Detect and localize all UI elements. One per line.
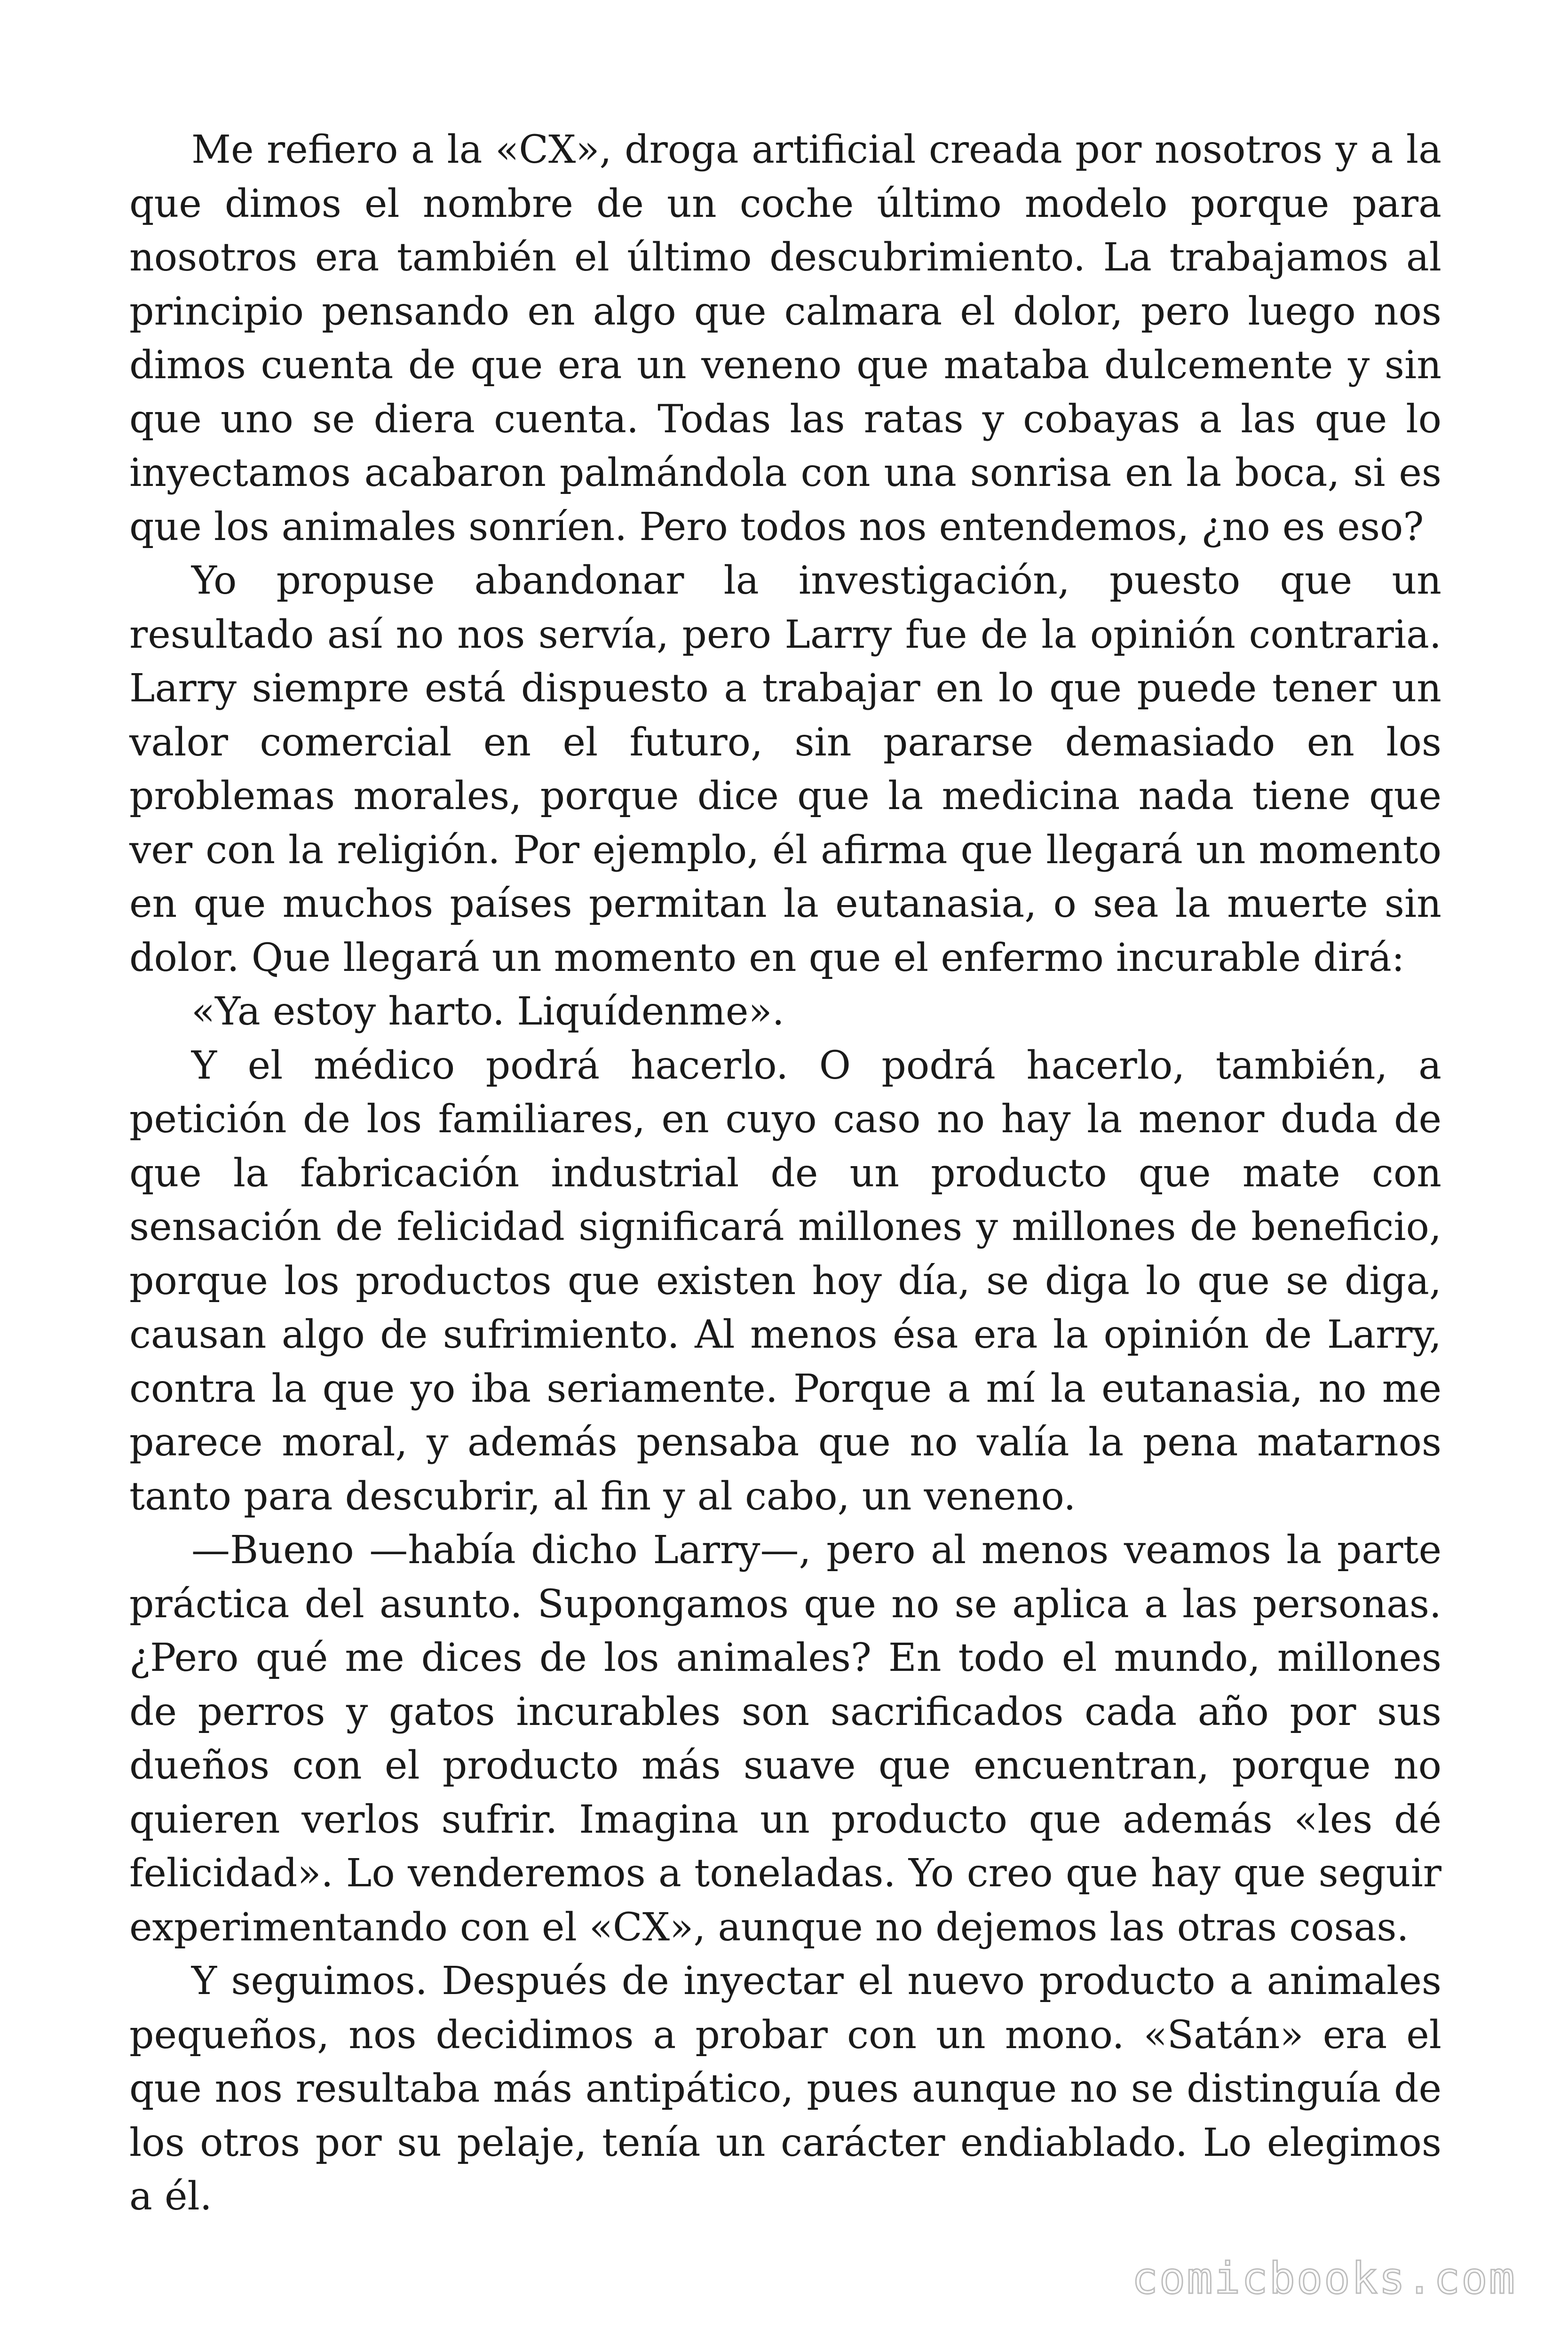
paragraph: Me refiero a la «CX», droga artificial creada por nosotros y a la que dimos el nombre de un coche último modelo porque para nosotros era también el último descubrimiento. La trabajamos al principio pensando en algo que calmara el dolor, pero luego nos dimos cuenta de que era un veneno que mataba dulcemente y sin que uno se diera cuenta. Todas las ratas y cobayas a las que lo inyectamos acabaron palmándola con una sonrisa en la boca, si es que los animales sonríen. Pero todos nos entendemos, ¿no es eso? <box>129 127 1441 549</box>
paragraph: Y seguimos. Después de inyectar el nuevo producto a animales pequeños, nos decidimos a probar con un mono. «Satán» era el que nos resultaba más antipático, pues aunque no se distinguía de los otros por su pelaje, tenía un carácter endiablado. Lo elegimos a él. <box>129 1959 1441 2219</box>
watermark: comicbooks.com <box>1132 2253 1516 2304</box>
book-page-text <box>129 123 1441 2224</box>
paragraph: —Bueno —había dicho Larry—, pero al menos veamos la parte práctica del asunto. Supongamos que no se aplica a las personas. ¿Pero qué me dices de los animales? En todo el mundo, millones de perros y gatos incurables son sacrificados cada año por sus dueños con el producto más suave que encuentran, porque no quieren verlos sufrir. Imagina un producto que además «les dé felicidad». Lo venderemos a toneladas. Yo creo que hay que seguir experimentando con el «CX», aunque no dejemos las otras cosas. <box>129 1528 1441 1950</box>
paragraph: «Ya estoy harto. Liquídenme». <box>191 989 784 1034</box>
paragraph: Y el médico podrá hacerlo. O podrá hacerlo, también, a petición de los familiares, en cuyo caso no hay la menor duda de que la fabricación industrial de un producto que mate con sensación de felicidad significará millones y millones de beneficio, porque los productos que existen hoy día, se diga lo que se diga, causan algo de sufrimiento. Al menos ésa era la opinión de Larry, contra la que yo iba seriamente. Porque a mí la eutanasia, no me parece moral, y además pensaba que no valía la pena matarnos tanto para descubrir, al fin y al cabo, un veneno. <box>129 1043 1441 1519</box>
paragraph: Yo propuse abandonar la investigación, puesto que un resultado así no nos servía, pero Larry fue de la opinión contraria. Larry siempre está dispuesto a trabajar en lo que puede tener un valor comercial en el futuro, sin pararse demasiado en los problemas morales, porque dice que la medicina nada tiene que ver con la religión. Por ejemplo, él afirma que llegará un momento en que muchos países permitan la eutanasia, o sea la muerte sin dolor. Que llegará un momento en que el enfermo incurable dirá: <box>129 558 1441 980</box>
